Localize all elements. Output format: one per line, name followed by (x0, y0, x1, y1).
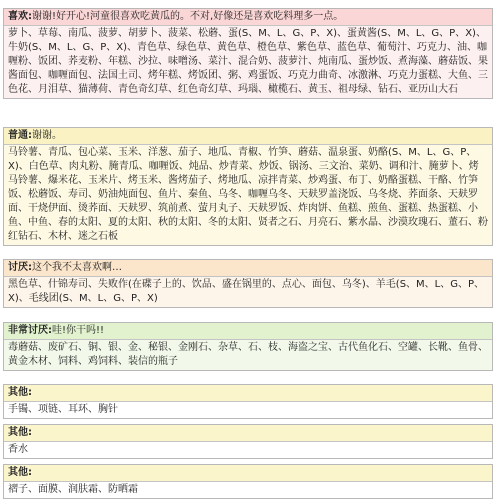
section-label: 喜欢: (8, 11, 32, 22)
section-label: 普通: (8, 130, 32, 141)
section-love (3, 8, 493, 99)
section-label: 非常讨厌: (8, 325, 52, 336)
section-hate (3, 322, 493, 371)
section-other-cosmetics (3, 464, 493, 499)
item-list: 黑色草、什锦寿司、失败作(在碟子上的、饮品、盛在锅里的、点心、面包、乌冬)、羊毛(S、M、L、G、P、X)、毛线团(S、M、L、G、P、X) (8, 279, 485, 304)
section-label: 讨厌: (8, 262, 32, 273)
section-comment: 哇!你干吗!! (52, 325, 105, 336)
item-list: 马铃薯、青瓜、包心菜、玉米、洋葱、茄子、地瓜、青椒、竹笋、蘑菇、温泉蛋、奶酪(S、M、L、G、P、X)、白色草、肉丸粉、腌青瓜、咖喱饭、炖品、炒青菜、炒饭、锅汤、三文治、菜奶、调和汁、腌萝卜、烤马铃薯、爆米花、玉米片、烤玉米、酱烤茄子、烤地瓜、凉拌青菜、炒鸡蛋、布丁、奶酪蛋糕、干酪、竹笋饭、松蘑饭、寿司、奶油炖面包、鱼片、秦鱼、乌冬、咖喱乌冬、天麸罗盖浇饭、乌冬烧、荞面条、天麸罗面、干烧伊面、烫荞面、天麸罗、筑前煮、萤月丸子、天麸罗饭、炸肉饼、鱼糕、煎鱼、蛋糕、热蛋糕、小鱼、中鱼、春的太阳、夏的太阳、秋的太阳、冬的太阳、贤者之石、月亮石、紫水晶、沙漠玫瑰石、董石、粉红钻石、木材、迷之石板 (8, 147, 488, 242)
section-normal (3, 127, 493, 246)
section-body (4, 442, 492, 458)
item-list: 萝卜、草莓、南瓜、菠萝、胡萝卜、菠菜、松蘑、蛋(S、M、L、G、P、X)、蛋黄酱(S、M、L、G、P、X)、牛奶(S、M、L、G、P、X)、青色草、绿色草、黄色草、橙色草、紫色草、蓝色草、葡萄汁、巧克力、油、咖喱粉、饭团、荞麦粉、年糕、沙拉、味噌汤、菜汁、混合奶、菠萝汁、炖南瓜、蛋炒饭、煮海藻、蘑菇饭、果酱面包、咖喱面包、法国土司、烤年糕、烤饭团、粥、鸡蛋饭、巧克力曲奇、冰激淋、巧克力蛋糕、大鱼、三色花、月泪草、猫薄荷、青色奇幻草、红色奇幻草、玛瑙、橄榄石、黄玉、祖母绿、钻石、亚历山大石 (8, 28, 488, 95)
section-other-accessories (3, 384, 493, 419)
section-label: 其他: (8, 427, 32, 438)
item-list: 手镯、项链、耳环、胸针 (8, 404, 118, 415)
section-comment: 这个我不太喜欢啊… (32, 262, 122, 273)
section-header (4, 385, 492, 402)
section-header (4, 128, 492, 145)
section-header (4, 260, 492, 277)
section-comment: 谢谢!好开心!河童很喜欢吃黄瓜的。不对,好像还是喜欢吃料理多一点。 (32, 11, 344, 22)
section-label: 其他: (8, 467, 32, 478)
section-dislike (3, 259, 493, 308)
item-list: 毒蘑菇、废矿石、铜、银、金、秘银、金刚石、杂草、石、枝、海盗之宝、古代鱼化石、空罐、长靴、鱼骨、黄金木材、饲料、鸡饲料、装信的瓶子 (8, 342, 488, 367)
section-comment: 谢谢。 (32, 130, 62, 141)
section-body (4, 277, 492, 307)
section-body (4, 340, 492, 370)
section-header (4, 9, 492, 26)
section-header (4, 425, 492, 442)
section-header (4, 465, 492, 482)
section-body (4, 145, 492, 245)
section-body (4, 26, 492, 98)
section-body (4, 402, 492, 418)
item-list: 褶子、面膜、润肤霜、防晒霜 (8, 484, 138, 495)
section-label: 其他: (8, 387, 32, 398)
section-other-perfume (3, 424, 493, 459)
section-body (4, 482, 492, 498)
item-list: 香水 (8, 444, 28, 455)
section-header (4, 323, 492, 340)
